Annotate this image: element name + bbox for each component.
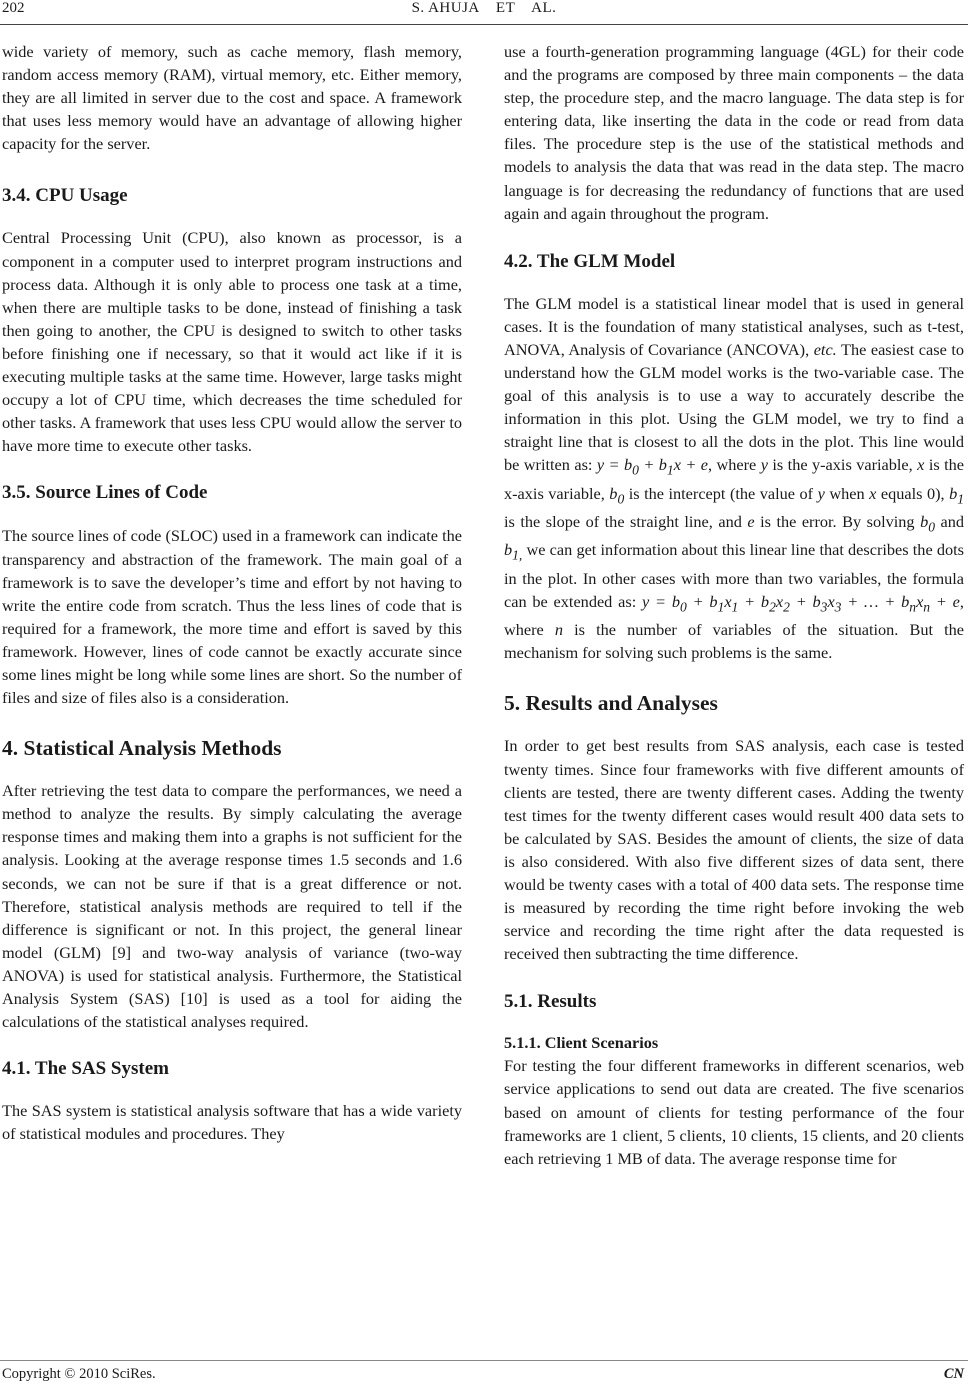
heading-cpu-usage: 3.4. CPU Usage: [2, 185, 128, 207]
heading-sas-system: 4.1. The SAS System: [2, 1058, 169, 1080]
paragraph-memory: wide variety of memory, such as cache memory, flash memory, random access memory (RAM), virtual memory, etc. Either memory, they are all limited in server due to the cost and space. A framework that uses less memory would have an advantage of allowing higher capacity for the server.: [2, 42, 462, 154]
heading-client-scenarios: 5.1.1. Client Scenarios: [504, 1033, 659, 1053]
paragraph-results: In order to get best results from SAS analysis, each case is tested twenty times. Since four frameworks with five different amounts of clients are tested, there are twenty different cases. Adding the twenty test times for the twenty different cases would result 400 data sets to be calculated by SAS. Besides the amount of clients, the size of data is also considered. With also five different sizes of data sent, there would be twenty cases with a total of 400 data sets. The response time is measured by recording the time right before invoking the web service and recording the time right after the data requested is received then subtracting the time difference.: [504, 736, 964, 964]
paragraph-sas: The SAS system is statistical analysis software that has a wide variety of statistical modules and procedures. They: [2, 1101, 462, 1144]
heading-statistical-analysis: 4. Statistical Analysis Methods: [2, 736, 282, 761]
paragraph-statistical: After retrieving the test data to compare the performances, we need a method to analyze the results. By simply calculating the average response times and making them into a graphs is not sufficient for the analysis. Looking at the average response times 1.5 seconds and 1.6 seconds, we can not be sure if that is a great difference or not. Therefore, statistical analysis methods are required to tell if the difference is significant or not. In this project, the general linear model (GLM) [9] and two-way analysis of variance (two-way ANOVA) is used for statistical analysis. Furthermore, the Statistical Analysis System (SAS) [10] is used as a tool for aiding the calculations of the statistical analyses required.: [2, 781, 462, 1032]
copyright: Copyright © 2010 SciRes.: [2, 1366, 156, 1382]
right-column: [504, 40, 964, 1170]
page-header: [0, 0, 968, 22]
paragraph-cpu: Central Processing Unit (CPU), also known as processor, is a component in a computer used to interpret program instructions and process data. Although it is only able to process one task at a time, when there are multiple tasks to be done, instead of finishing a task then going to another, the CPU is designed to switch to other tasks before finishing one if necessary, so that it would act like if it is executing multiple tasks at the same time. However, large tasks might occupy a lot of CPU time, which decreases the time scheduled for other tasks. A framework that uses less CPU would allow the server to have more time to execute other tasks.: [2, 228, 462, 456]
heading-sloc: 3.5. Source Lines of Code: [2, 482, 208, 504]
running-title: S. AHUJA ET AL.: [411, 0, 557, 16]
heading-results-analyses: 5. Results and Analyses: [504, 691, 718, 716]
footer-rule: [0, 1360, 968, 1361]
heading-glm-model: 4.2. The GLM Model: [504, 250, 676, 272]
header-rule: [0, 24, 968, 25]
formula-extended: $y = b_0 + b_1x_1 + b_2x_2 + b_3x_3$ + … + $b_nx_n + e$: [642, 591, 960, 615]
heading-results: 5.1. Results: [504, 991, 597, 1013]
journal-abbrev: CN: [943, 1366, 964, 1382]
paragraph-glm: The GLM model is a statistical linear model that is used in general cases. It is the foundation of many statistical analyses, such as t-test, ANOVA, Analysis of Covariance (ANCOVA), etc. The easiest case to understand how the GLM model works is the two-variable case. The goal of this analysis is to use a way to accurately describe the information in this plot. Using the GLM model, we try to find a straight line that is closest to all the dots in the plot. This line would be written as: $y = b_0 + b_1x + e$, where y is the y-axis variable, x is the x-axis variable, $b_0$ is the intercept (the value of y when x equals 0), $b_1$ is the slope of the straight line, and e is the error. By solving $b_0$ and $b_{1,}$ we can get information about this linear line that describes the dots in the plot. In other cases with more than two variables, the formula can be extended as: $y = b_0 + b_1x_1 + b_2x_2 + b_3x_3$ + … + $b_nx_n + e$, where n is the number of variables of the situation. But the mechanism for solving such problems is the same.: [504, 293, 965, 663]
page-number: 202: [2, 0, 25, 16]
page-footer: [0, 1366, 968, 1386]
paragraph-sas-continued: use a fourth-generation programming language (4GL) for their code and the programs are composed by three main components – the data step, the procedure step, and the macro language. The data step is for entering data, like inserting the data in the code or read from data files. The procedure step is the use of the statistical methods and models to analysis the data that was read in the data step. The macro language is for decreasing the redundancy of functions that are used again and again throughout the program.: [504, 42, 964, 223]
formula-simple: $y = b_0 + b_1x + e$: [596, 455, 708, 478]
left-column: [2, 40, 462, 1145]
paragraph-sloc: The source lines of code (SLOC) used in a framework can indicate the transparency and abstraction of the framework. The main goal of a framework is to save the developer’s time and effort by not having to write the entire code from scratch. Thus the less lines of code that is required for a framework, the more time and effort is saved by this framework. However, lines of code cannot be exactly accurate since some lines might be long while some lines are short. So the number of files and size of files also is a consideration.: [2, 526, 462, 708]
paragraph-client: For testing the four different frameworks in different scenarios, web service applications to send out data are created. The five scenarios based on amount of clients for testing performance of the four frameworks are 1 client, 5 clients, 10 clients, 15 clients, and 20 clients each retrieving 1 MB of data. The average response time for: [504, 1056, 964, 1168]
